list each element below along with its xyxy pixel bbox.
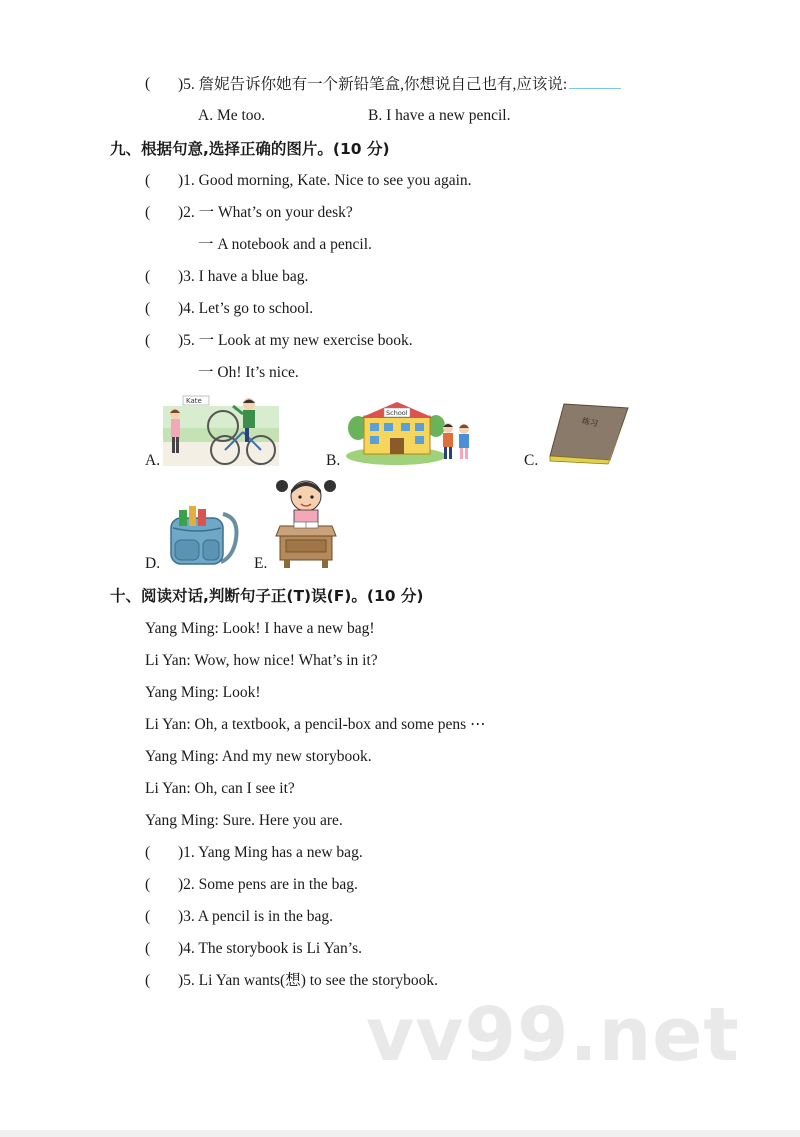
dialogue-line: Yang Ming: Look!: [145, 684, 261, 701]
answer-paren: (: [145, 972, 151, 989]
statement-text: )1. Yang Ming has a new bag.: [178, 844, 363, 861]
dialogue-line: Li Yan: Oh, can I see it?: [145, 780, 295, 797]
answer-paren: (: [145, 332, 151, 349]
dialogue-line: Yang Ming: Sure. Here you are.: [145, 812, 343, 829]
dialogue-line: Li Yan: Oh, a textbook, a pencil-box and some pens ⋯: [145, 716, 486, 733]
exercise-book-picture: [546, 402, 630, 466]
dialogue-line: Yang Ming: And my new storybook.: [145, 748, 372, 765]
question-text: [178, 74, 621, 95]
page-bottom-edge: [0, 1130, 800, 1137]
question-text: )2. 一 What’s on your desk?: [178, 204, 353, 221]
answer-paren: (: [145, 75, 151, 92]
kate-sign-text: Kate: [186, 397, 202, 405]
picture-label-d: D.: [145, 555, 161, 572]
dialogue-line: Yang Ming: Look! I have a new bag!: [145, 620, 375, 637]
picture-label-e: E.: [254, 555, 268, 572]
question-text: )3. I have a blue bag.: [178, 268, 309, 285]
answer-paren: (: [145, 204, 151, 221]
answer-paren: (: [145, 844, 151, 861]
picture-label-b: B.: [326, 452, 341, 469]
girl-at-desk-picture: [274, 476, 338, 568]
question-text: )4. Let’s go to school.: [178, 300, 314, 317]
statement-text: )2. Some pens are in the bag.: [178, 876, 358, 893]
statement-text: )5. Li Yan wants(想) to see the storybook.: [178, 972, 439, 989]
answer-paren: (: [145, 908, 151, 925]
question-text: )1. Good morning, Kate. Nice to see you again.: [178, 172, 472, 189]
statement-text: )3. A pencil is in the bag.: [178, 908, 333, 925]
question-text-body: )5. 詹妮告诉你她有一个新铅笔盒,你想说自己也有,应该说:: [178, 76, 568, 93]
answer-paren: (: [145, 172, 151, 189]
answer-paren: (: [145, 268, 151, 285]
picture-label-a: A.: [145, 452, 161, 469]
statement-text: )4. The storybook is Li Yan’s.: [178, 940, 363, 957]
answer-paren: (: [145, 940, 151, 957]
blue-bag-picture: [165, 500, 241, 570]
school-picture: [346, 398, 480, 466]
section-heading-10: 十、阅读对话,判断句子正(T)误(F)。(10 分): [110, 587, 424, 605]
section-heading-9: 九、根据句意,选择正确的图片。(10 分): [110, 140, 390, 158]
option-a: A. Me too.: [198, 107, 266, 124]
answer-paren: (: [145, 876, 151, 893]
dialogue-line: Li Yan: Wow, how nice! What’s in it?: [145, 652, 378, 669]
book-title-text: 练习: [581, 416, 599, 429]
answer-paren: (: [145, 300, 151, 317]
answer-blank: [569, 74, 621, 89]
option-b: B. I have a new pencil.: [368, 107, 511, 124]
question-text: )5. 一 Look at my new exercise book.: [178, 332, 413, 349]
watermark: vv99.net: [366, 992, 740, 1078]
kate-greeting-picture: [163, 392, 279, 466]
reply-text: 一 Oh! It’s nice.: [198, 364, 299, 381]
reply-text: 一 A notebook and a pencil.: [198, 236, 372, 253]
school-sign-text: School: [386, 409, 408, 417]
picture-label-c: C.: [524, 452, 539, 469]
